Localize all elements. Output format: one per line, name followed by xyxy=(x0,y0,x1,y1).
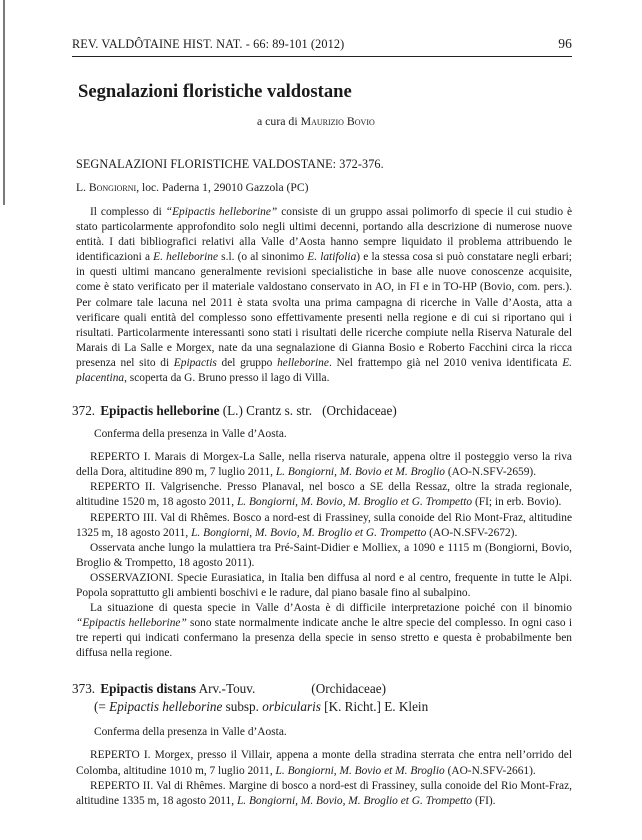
record-1: REPERTO I. Morgex, presso il Villair, appena a monte della stradina sterrata che entra nell’orrido del Colomba, altitudine 1010 m, 7 luglio 2011, L. Bongiorni, M. Bovio et M. Broglio (AO-N.SFV-2661). xyxy=(76,749,572,777)
entry-number: 372. xyxy=(72,403,96,419)
author-initial: L. xyxy=(76,181,86,194)
species-name: Epipactis helleborine xyxy=(100,403,220,419)
page-number: 96 xyxy=(558,36,572,51)
synonym-line: (= Epipactis helleborine subsp. orbicularis [K. Richt.] E. Klein xyxy=(94,699,429,715)
record-1: REPERTO I. Marais di Morgex-La Salle, nella riserva naturale, appena oltre il posteggio verso la riva della Dora, altitudine 890 m, 7 luglio 2011, L. Bongiorni, M. Bovio et M. Broglio (AO-N.SFV-2659). xyxy=(76,451,572,479)
family-name: (Orchidaceae) xyxy=(322,403,397,419)
document-page xyxy=(72,36,572,809)
entry-372-heading xyxy=(72,403,572,419)
entry-373-heading xyxy=(72,681,572,697)
header-rule xyxy=(72,56,572,57)
left-margin-rule xyxy=(3,0,5,205)
species-name: Epipactis distans xyxy=(100,681,197,697)
article-title: Segnalazioni floristiche valdostane xyxy=(78,81,352,102)
situation-note: La situazione di questa specie in Valle d’Aosta è di difficile interpretazione poiché con il binomio “Epipactis helleborine” sono state normalmente indicate anche le altre specie del complesso. In ogni caso i tre reperti qui indicati confermano la presenza della specie in senso stretto e questa è probabilmente ben diffusa nella regione. xyxy=(76,602,573,660)
byline-prefix: a cura di xyxy=(257,114,298,128)
additional-observation: Osservata anche lungo la mulattiera tra Pré-Saint-Didier e Molliex, a 1090 e 1115 m (Bongiorni, Bovio, Broglio & Trompetto, 18 agosto 2011). xyxy=(76,541,572,569)
observations: OSSERVAZIONI. Specie Eurasiatica, in Italia ben diffusa al nord e al centro, frequente in tutte le Alpi. Popola soprattutto gli ambienti boschivi e le radure, dal piano basale fino al subalpino. xyxy=(76,571,572,599)
author-line xyxy=(76,181,572,194)
entry-372-records xyxy=(72,450,572,661)
intro-paragraph: Il complesso di “Epipactis helleborine” consiste di un gruppo assai polimorfo di specie il cui studio è stato particolarmente approfondito solo negli ultimi decenni, portando alla descrizione di numerose nuove entità. I dati bibliografici relativi alla Valle d’Aosta hanno sempre liquidato il problema attribuendo le identificazioni a E. helleborine s.l. (o al sinonimo E. latifolia) e la stessa cosa si può constatare negli erbari; in questi ultimi mancano generalmente revisioni specialistiche in base alle nuove conoscenze acquisite, come è stato verificato per il materiale valdostano conservato in AO, in FI e in TO-HP (Bovio, com. pers.). Per colmare tale lacuna nel 2011 è stata svolta una prima campagna di ricerche in Valle d’Aosta, atta a verificare quali entità del complesso sono effettivamente presenti nella regione e di cui si riportano qui i risultati. Particolarmente interessanti sono stati i risultati delle ricerche compiute nella Riserva Naturale del Marais di La Salle e Morgex, nate da una segnalazione di Gianna Bosio e Roberto Facchini circa la ricca presenza nel sito di Epipactis del gruppo helleborine. Nel frattempo già nel 2010 veniva identificata E. placentina, scoperta da G. Bruno presso il lago di Villa. xyxy=(76,206,573,385)
entry-372-confirmation: Conferma della presenza in Valle d’Aosta. xyxy=(94,428,287,441)
entry-373-confirmation: Conferma della presenza in Valle d’Aosta. xyxy=(94,726,287,739)
record-3: REPERTO III. Val di Rhêmes. Bosco a nord-est di Frassiney, sulla conoide del Rio Mont-Fraz, altitudine 1325 m, 18 agosto 2011, L. Bongiorni, M. Bovio, M. Broglio et G. Trompetto (AO-N.SFV-2672). xyxy=(76,511,572,539)
author-address: , loc. Paderna 1, 29010 Gazzola (PC) xyxy=(136,181,309,194)
record-2: REPERTO II. Valgrisenche. Presso Planaval, nel bosco a SE della Ressaz, oltre la strada regionale, altitudine 1520 m, 18 agosto 2011, L. Bongiorni, M. Bovio, M. Broglio et G. Trompetto (FI; in erb. Bovio). xyxy=(76,481,572,509)
entry-373-records xyxy=(72,748,572,808)
species-authority: (L.) Crantz s. str. xyxy=(219,403,313,419)
journal-citation: REV. VALDÔTAINE HIST. NAT. - 66: 89-101 (2012) xyxy=(72,37,345,51)
record-2: REPERTO II. Val di Rhêmes. Margine di bosco a nord-est di Frassiney, sulla conoide del Rio Mont-Fraz, altitudine 1335 m, 18 agosto 2011, L. Bongiorni, M. Bovio, M. Broglio et G. Trompetto (FI). xyxy=(76,779,572,807)
running-header xyxy=(72,36,572,54)
section-title: SEGNALAZIONI FLORISTICHE VALDOSTANE: 372-376. xyxy=(76,157,384,171)
species-authority: Arv.-Touv. xyxy=(196,681,256,697)
author-surname: Bongiorni xyxy=(88,181,137,194)
byline xyxy=(257,114,572,129)
family-name: (Orchidaceae) xyxy=(311,681,386,697)
entry-number: 373. xyxy=(72,681,96,697)
editor-name: Maurizio Bovio xyxy=(300,114,375,128)
